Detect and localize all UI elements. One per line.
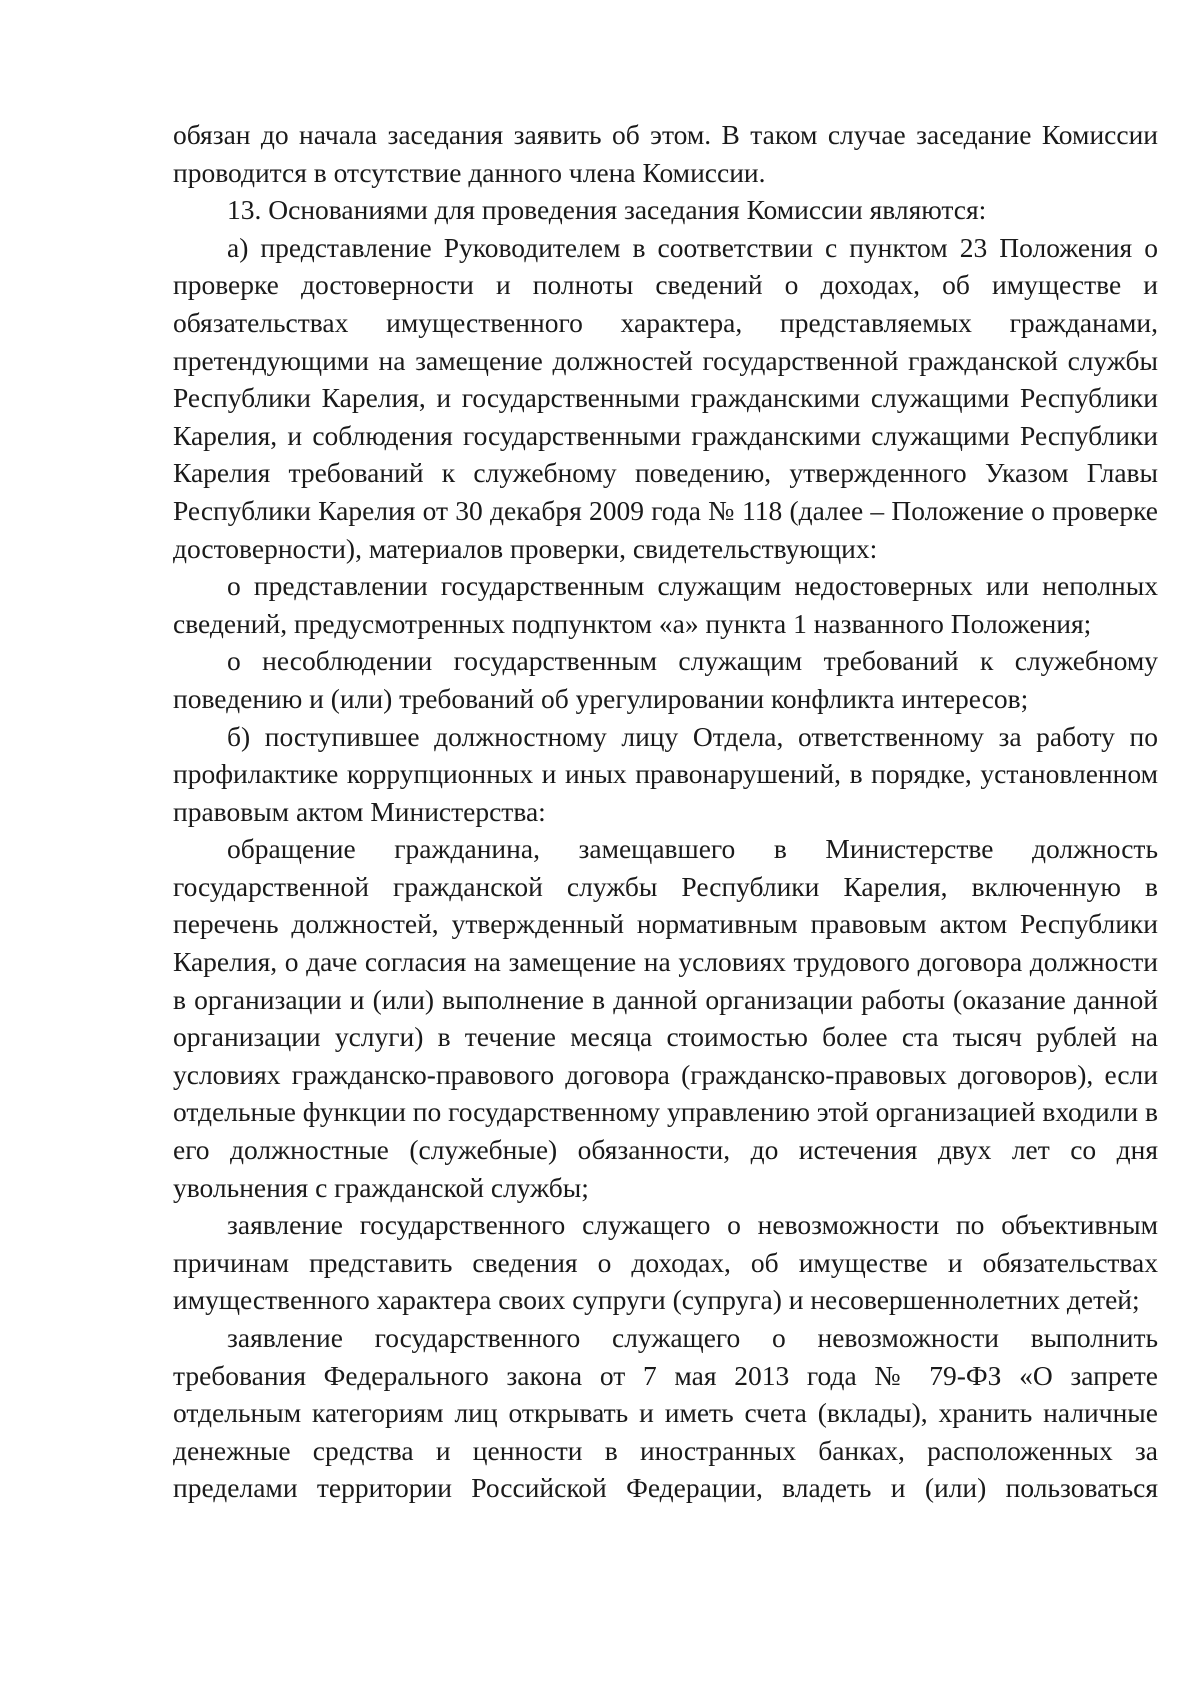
paragraph-clause-noncompliance: о несоблюдении государственным служащим требований к служебному поведению и (или) требований об урегулировании конфликта интересов; bbox=[173, 645, 1158, 714]
paragraph-clause-citizen-appeal: обращение гражданина, замещавшего в Министерстве должность государственной гражданской службы Республики Карелия, включенную в перечень должностей, утвержденный нормативным правовым актом Республики Карелия, о даче согласия на замещение на условиях трудового договора должности в организации и (или) выполнение в данной организации работы (оказание данной организации услуги) в течение месяца стоимостью более ста тысяч рублей на условиях гражданско-правового договора (гражданско-правовых договоров), если отдельные функции по государственному управлению этой организацией входили в его должностные (служебные) обязанности, до истечения двух лет со дня увольнения с гражданской службы; bbox=[173, 833, 1158, 1203]
paragraph-continuation: обязан до начала заседания заявить об этом. В таком случае заседание Комиссии проводится в отсутствие данного члена Комиссии. bbox=[173, 119, 1158, 188]
paragraph-clause-inability-income: заявление государственного служащего о невозможности по объективным причинам представить сведения о доходах, об имуществе и обязательствах имущественного характера своих супруги (супруга) и несовершеннолетних детей; bbox=[173, 1209, 1158, 1316]
paragraph-clause-inability-law: заявление государственного служащего о невозможности выполнить требования Федерального закона от 7 мая 2013 года № 79-ФЗ «О запрете отдельным категориям лиц открывать и иметь счета (вклады), хранить наличные денежные средства и ценности в иностранных банках, расположенных за пределами территории Российской Федерации, владеть и (или) пользоваться bbox=[173, 1322, 1158, 1504]
paragraph-subitem-b: б) поступившее должностному лицу Отдела, ответственному за работу по профилактике коррупционных и иных правонарушений, в порядке, установленном правовым актом Министерства: bbox=[173, 720, 1158, 827]
document-body bbox=[173, 116, 1158, 1507]
paragraph-subitem-a: а) представление Руководителем в соответствии с пунктом 23 Положения о проверке достоверности и полноты сведений о доходах, об имуществе и обязательствах имущественного характера, представляемых гражданами, претендующими на замещение должностей государственной гражданской службы Республики Карелия, и государственными гражданскими служащими Республики Карелия, и соблюдения государственными гражданскими служащими Республики Карелия требований к служебному поведению, утвержденного Указом Главы Республики Карелия от 30 декабря 2009 года № 118 (далее – Положение о проверке достоверности), материалов проверки, свидетельствующих: bbox=[173, 231, 1158, 564]
paragraph-item-13: 13. Основаниями для проведения заседания Комиссии являются: bbox=[227, 194, 987, 226]
paragraph-clause-unreliable-info: о представлении государственным служащим недостоверных или неполных сведений, предусмотренных подпунктом «а» пункта 1 названного Положения; bbox=[173, 570, 1158, 639]
